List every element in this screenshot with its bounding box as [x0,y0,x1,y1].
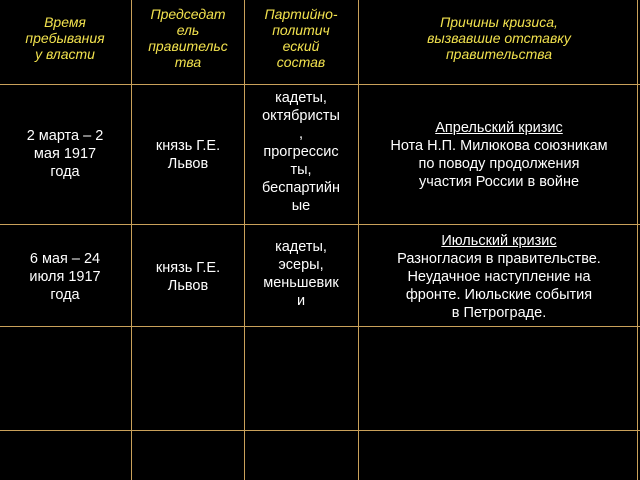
row1-crisis: Апрельский кризис Нота Н.П. Милюкова союзникам по поводу продолжения участия России в войне [360,119,638,191]
column-divider [131,0,132,480]
row1-chairman: князь Г.Е. Львов [155,138,221,172]
row2-crisis: Июльский кризис Разногласия в правительстве. Неудачное наступление на фронте. Июльские события в Петрограде. [360,232,638,322]
row2-chairman: князь Г.Е. Львов [155,260,221,294]
row-divider [0,430,640,431]
row1-party: кадеты, октябристы , прогрессис ты, беспартийн ые [262,90,340,214]
row2-party: кадеты, эсеры, меньшевик и [263,239,339,309]
row-divider [0,326,640,327]
crisis-title: Апрельский кризис [435,120,563,136]
header-party-composition: Партийно- политич еский состав [264,6,338,70]
header-crisis-reasons: Причины кризиса, вызвавшие отставку правительства [427,14,571,62]
column-divider [358,0,359,480]
crisis-title: Июльский кризис [441,233,557,249]
row2-time: 6 мая – 24 июля 1917 года [29,251,101,303]
column-divider [244,0,245,480]
row-divider [0,84,640,85]
row1-time: 2 марта – 2 мая 1917 года [26,128,104,180]
header-time-in-power: Время пребывания у власти [25,14,105,62]
row-divider [0,224,640,225]
header-chairman: Председат ель правительс тва [148,6,228,70]
